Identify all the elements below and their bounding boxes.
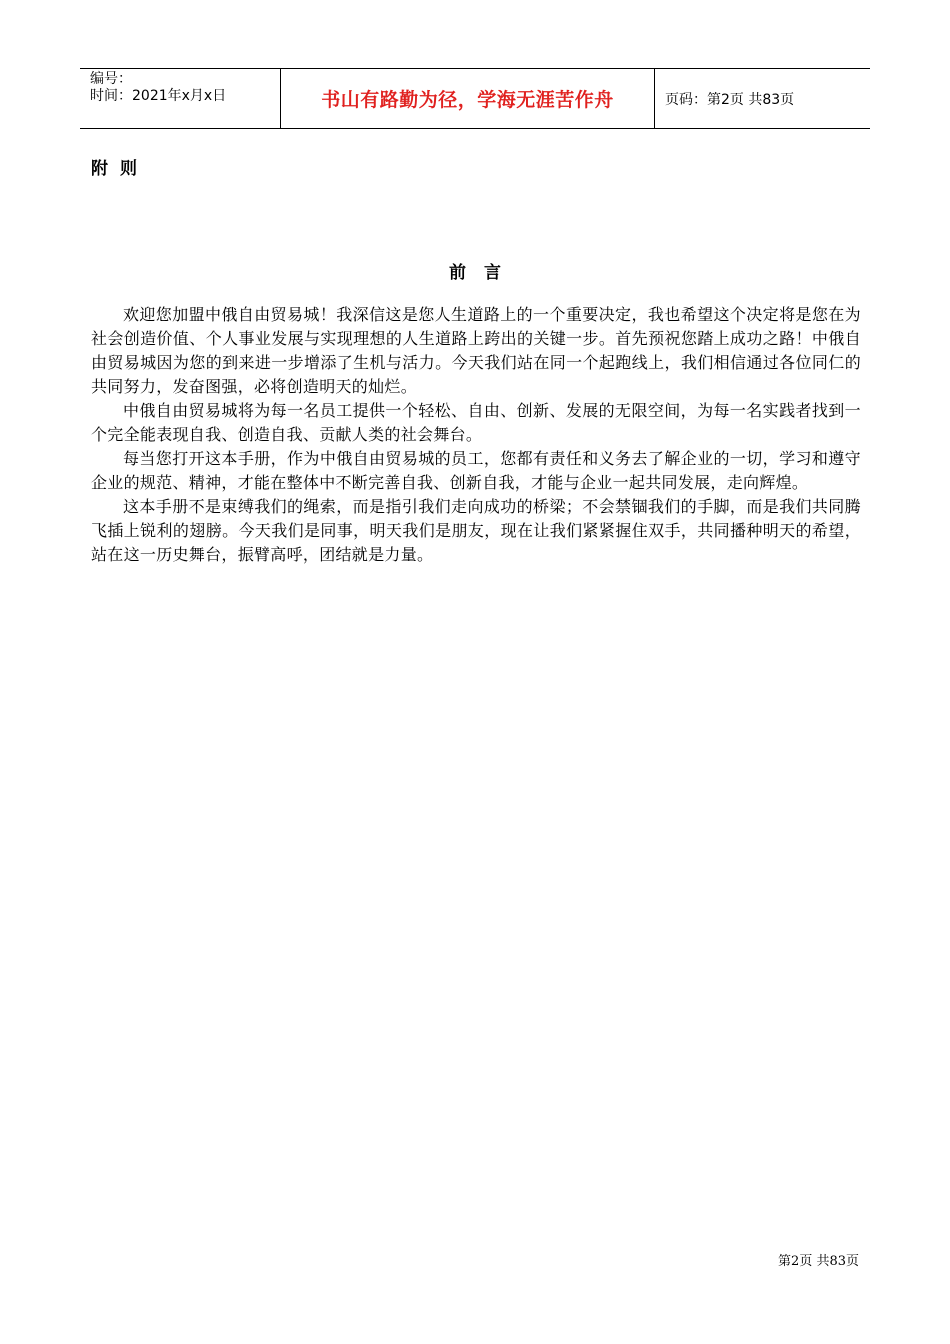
header-page-cell [655, 69, 870, 128]
document-number-label: 编号： [90, 71, 132, 87]
preface-title: 前言 [449, 263, 519, 283]
header-motto: 书山有路勤为径，学海无涯苦作舟 [321, 89, 614, 111]
preface-paragraph: 每当您打开这本手册，作为中俄自由贸易城的员工，您都有责任和义务去了解企业的一切，学习和遵守企业的规范、精神，才能在整体中不断完善自我、创新自我，才能与企业一起共同发展，走向辉煌。 [91, 449, 861, 492]
header-motto-cell [281, 69, 655, 128]
document-time-label: 时间：2021年x月x日 [90, 88, 227, 104]
preface-paragraph: 欢迎您加盟中俄自由贸易城！我深信这是您人生道路上的一个重要决定，我也希望这个决定将是您在为社会创造价值、个人事业发展与实现理想的人生道路上跨出的关键一步。首先预祝您踏上成功之路！中俄自由贸易城因为您的到来进一步增添了生机与活力。今天我们站在同一个起跑线上，我们相信通过各位同仁的共同努力，发奋图强，必将创造明天的灿烂。 [91, 305, 861, 396]
document-header [80, 68, 870, 129]
footer-page-number: 第2页 共83页 [778, 1254, 859, 1269]
appendix-heading: 附则 [91, 159, 149, 179]
preface-paragraph: 这本手册不是束缚我们的绳索，而是指引我们走向成功的桥梁；不会禁锢我们的手脚，而是我们共同腾飞插上锐利的翅膀。今天我们是同事，明天我们是朋友，现在让我们紧紧握住双手，共同播种明天的希望，站在这一历史舞台，振臂高呼，团结就是力量。 [91, 497, 861, 564]
header-page-info: 页码：第2页 共83页 [665, 91, 795, 108]
header-meta-cell [80, 69, 281, 128]
preface-body [91, 303, 861, 567]
preface-paragraph: 中俄自由贸易城将为每一名员工提供一个轻松、自由、创新、发展的无限空间，为每一名实践者找到一个完全能表现自我、创造自我、贡献人类的社会舞台。 [91, 401, 861, 444]
